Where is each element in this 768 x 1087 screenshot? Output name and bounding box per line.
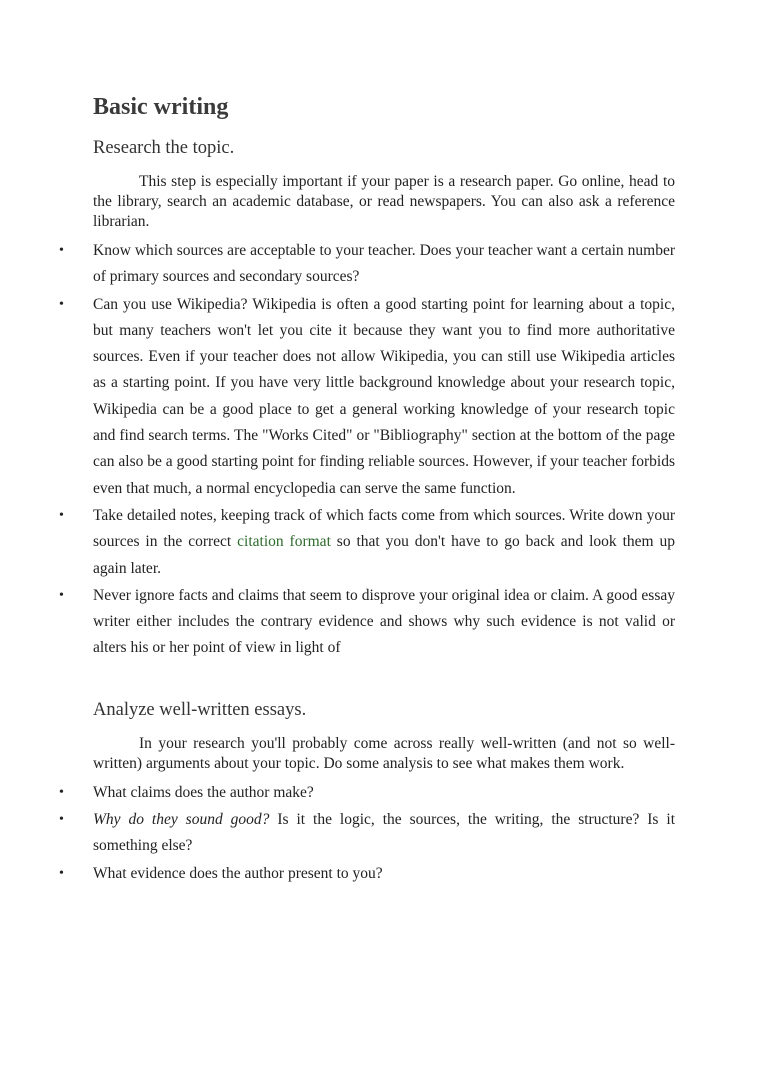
citation-format-link[interactable]: citation format (237, 533, 331, 551)
list-item (59, 292, 675, 502)
list-item (59, 780, 675, 806)
list-item (59, 583, 675, 662)
bullet-icon: • (59, 587, 64, 603)
document-page (59, 92, 676, 888)
bullet-list-research (59, 238, 675, 662)
list-item-text: What evidence does the author present to you? (93, 864, 383, 882)
list-item-text: What claims does the author make? (93, 783, 314, 801)
section-heading-research: Research the topic. (93, 138, 235, 158)
list-item-italic-text: Why do they sound good? (93, 811, 270, 829)
section-heading-analyze: Analyze well-written essays. (93, 699, 307, 720)
list-item-text: Is it the logic, the sources, the writing, the structure? Is it something else? (93, 811, 676, 855)
list-item (59, 503, 675, 582)
list-item-text: Know which sources are acceptable to your teacher. Does your teacher want a certain number of primary sources and secondary sources? (93, 242, 675, 286)
bullet-icon: • (59, 296, 64, 312)
list-item (59, 238, 675, 291)
bullet-icon: • (59, 812, 64, 828)
list-item-text: Never ignore facts and claims that seem to disprove your original idea or claim. A good essay writer either includes the contrary evidence and shows why such evidence is not valid or alters his or her point of view in light of (93, 586, 675, 657)
section-intro-research: This step is especially important if your paper is a research paper. Go online, head to the library, search an academic database, or read newspapers. You can also ask a reference librarian. (93, 173, 675, 230)
list-item (59, 807, 676, 860)
list-item-text: so that you don't have to go back and look them up again later. (93, 533, 675, 577)
bullet-icon: • (59, 784, 64, 800)
list-item-text: Can you use Wikipedia? Wikipedia is often a good starting point for learning about a topic, but many teachers won't let you cite it because they want you to find more authoritative sources. Even if your teacher does not allow Wikipedia, you can still use Wikipedia articles as a starting point. If you have very little background knowledge about your research topic, Wikipedia can be a good place to get a general working knowledge of your research topic and find search terms. The "Works Cited" or "Bibliography" section at the bottom of the page can also be a good starting point for finding reliable sources. However, if your teacher forbids even that much, a normal encyclopedia can serve the same function. (93, 295, 675, 497)
bullet-list-analyze (59, 780, 676, 887)
bullet-icon: • (59, 507, 64, 523)
bullet-icon: • (59, 243, 64, 258)
document-title: Basic writing (93, 94, 229, 120)
list-item (59, 861, 675, 887)
section-intro-analyze: In your research you'll probably come across really well-written (and not so well-written) arguments about your topic. Do some analysis to see what makes them work. (93, 734, 675, 772)
list-item-text: Take detailed notes, keeping track of which facts come from which sources. Write down your sources in the correct (93, 506, 675, 551)
bullet-icon: • (59, 865, 64, 881)
